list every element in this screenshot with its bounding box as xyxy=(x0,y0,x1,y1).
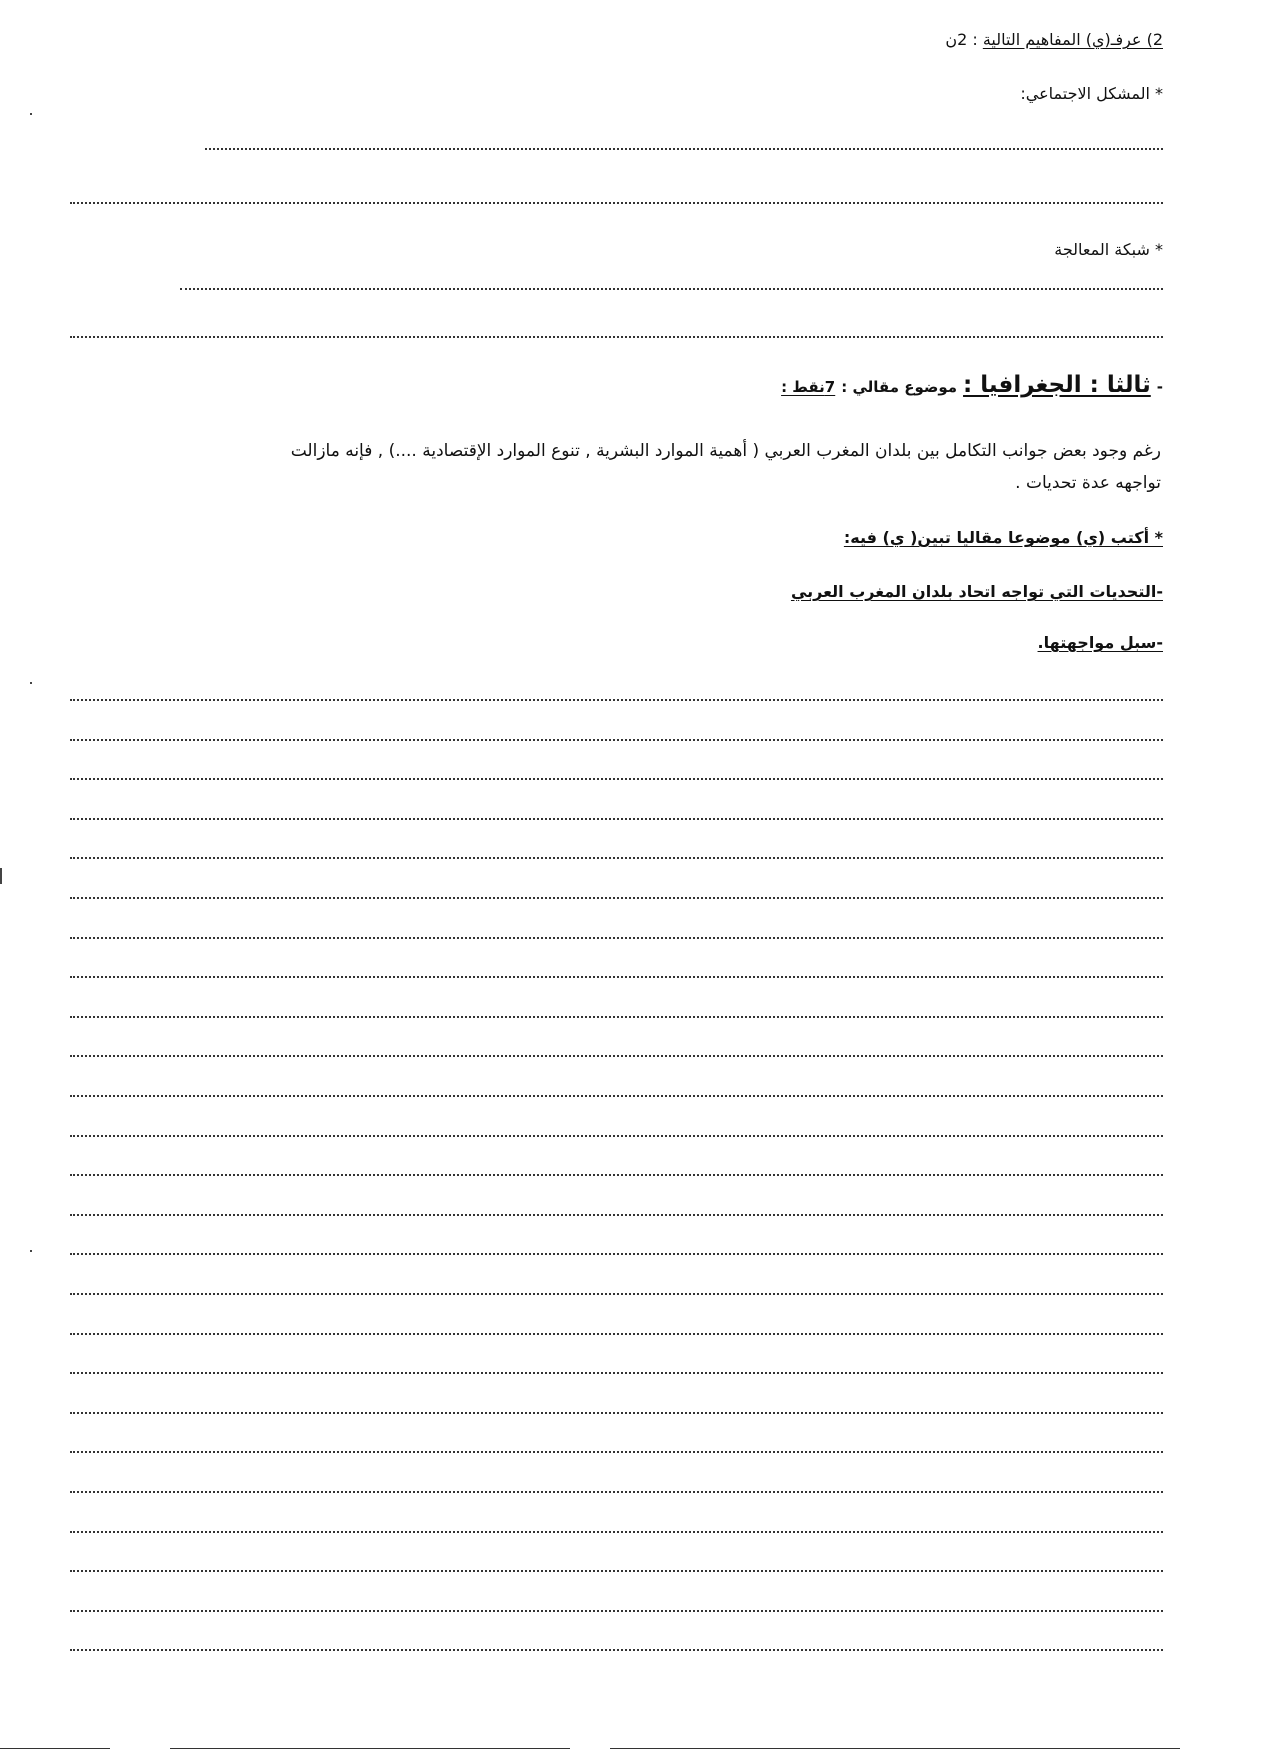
scan-mark xyxy=(30,1250,32,1252)
essay-line[interactable] xyxy=(70,818,1163,820)
essay-line[interactable] xyxy=(70,778,1163,780)
answer-line[interactable] xyxy=(180,288,1163,290)
section-2-points: : 2ن xyxy=(945,30,978,49)
essay-line[interactable] xyxy=(70,699,1163,701)
point-solutions: -سبل مواجهتها. xyxy=(1037,633,1163,652)
essay-line[interactable] xyxy=(70,1016,1163,1018)
essay-line[interactable] xyxy=(70,1095,1163,1097)
paragraph-line-1: رغم وجود بعض جوانب التكامل بين بلدان المغرب العربي ( أهمية الموارد البشرية , تنوع الموارد الإقتصادية ....) , فإنه مازالت xyxy=(290,441,1161,461)
essay-line[interactable] xyxy=(70,897,1163,899)
essay-line[interactable] xyxy=(70,1570,1163,1572)
essay-line[interactable] xyxy=(70,1372,1163,1374)
prompt-paragraph xyxy=(101,435,1161,499)
section-3-subtitle: موضوع مقالي : xyxy=(841,378,958,396)
essay-line[interactable] xyxy=(70,937,1163,939)
scan-mark xyxy=(0,868,2,884)
scan-edge-line xyxy=(0,1748,110,1749)
essay-line[interactable] xyxy=(70,1135,1163,1137)
essay-line[interactable] xyxy=(70,1055,1163,1057)
essay-line[interactable] xyxy=(70,1333,1163,1335)
paragraph-line-2: تواجهه عدة تحديات . xyxy=(1015,473,1161,493)
instruction: * أكتب (ي) موضوعا مقاليا تبين( ي) فيه: xyxy=(843,528,1163,547)
essay-line[interactable] xyxy=(70,1491,1163,1493)
scan-mark xyxy=(30,113,32,115)
term-treatment-grid: * شبكة المعالجة xyxy=(1054,240,1163,259)
section-2-title: 2) عرفـ(ي) المفاهيم التالية xyxy=(982,30,1163,49)
essay-line[interactable] xyxy=(70,857,1163,859)
section-2-header xyxy=(945,30,1163,50)
essay-line[interactable] xyxy=(70,1253,1163,1255)
essay-line[interactable] xyxy=(70,1531,1163,1533)
section-3-points: 7نقط : xyxy=(781,378,836,396)
term-social-problem: * المشكل الاجتماعي: xyxy=(1020,84,1163,103)
essay-line[interactable] xyxy=(70,1214,1163,1216)
essay-line[interactable] xyxy=(70,1174,1163,1176)
answer-line[interactable] xyxy=(70,202,1163,204)
scan-edge-line xyxy=(170,1748,570,1749)
answer-line[interactable] xyxy=(70,336,1163,338)
essay-line[interactable] xyxy=(70,976,1163,978)
essay-line[interactable] xyxy=(70,1293,1163,1295)
essay-line[interactable] xyxy=(70,1610,1163,1612)
scan-mark xyxy=(30,682,32,684)
scan-edge-line xyxy=(610,1748,1180,1749)
section-3-heading: ثالثا : الجغرافيا : xyxy=(963,372,1151,398)
section-3-dash: - xyxy=(1156,378,1163,396)
essay-line[interactable] xyxy=(70,739,1163,741)
point-challenges: -التحديات التي تواجه اتحاد بلدان المغرب العربي xyxy=(790,582,1163,601)
section-3-header xyxy=(781,372,1163,398)
essay-line[interactable] xyxy=(70,1451,1163,1453)
answer-line[interactable] xyxy=(205,148,1163,150)
essay-line[interactable] xyxy=(70,1649,1163,1651)
essay-line[interactable] xyxy=(70,1412,1163,1414)
